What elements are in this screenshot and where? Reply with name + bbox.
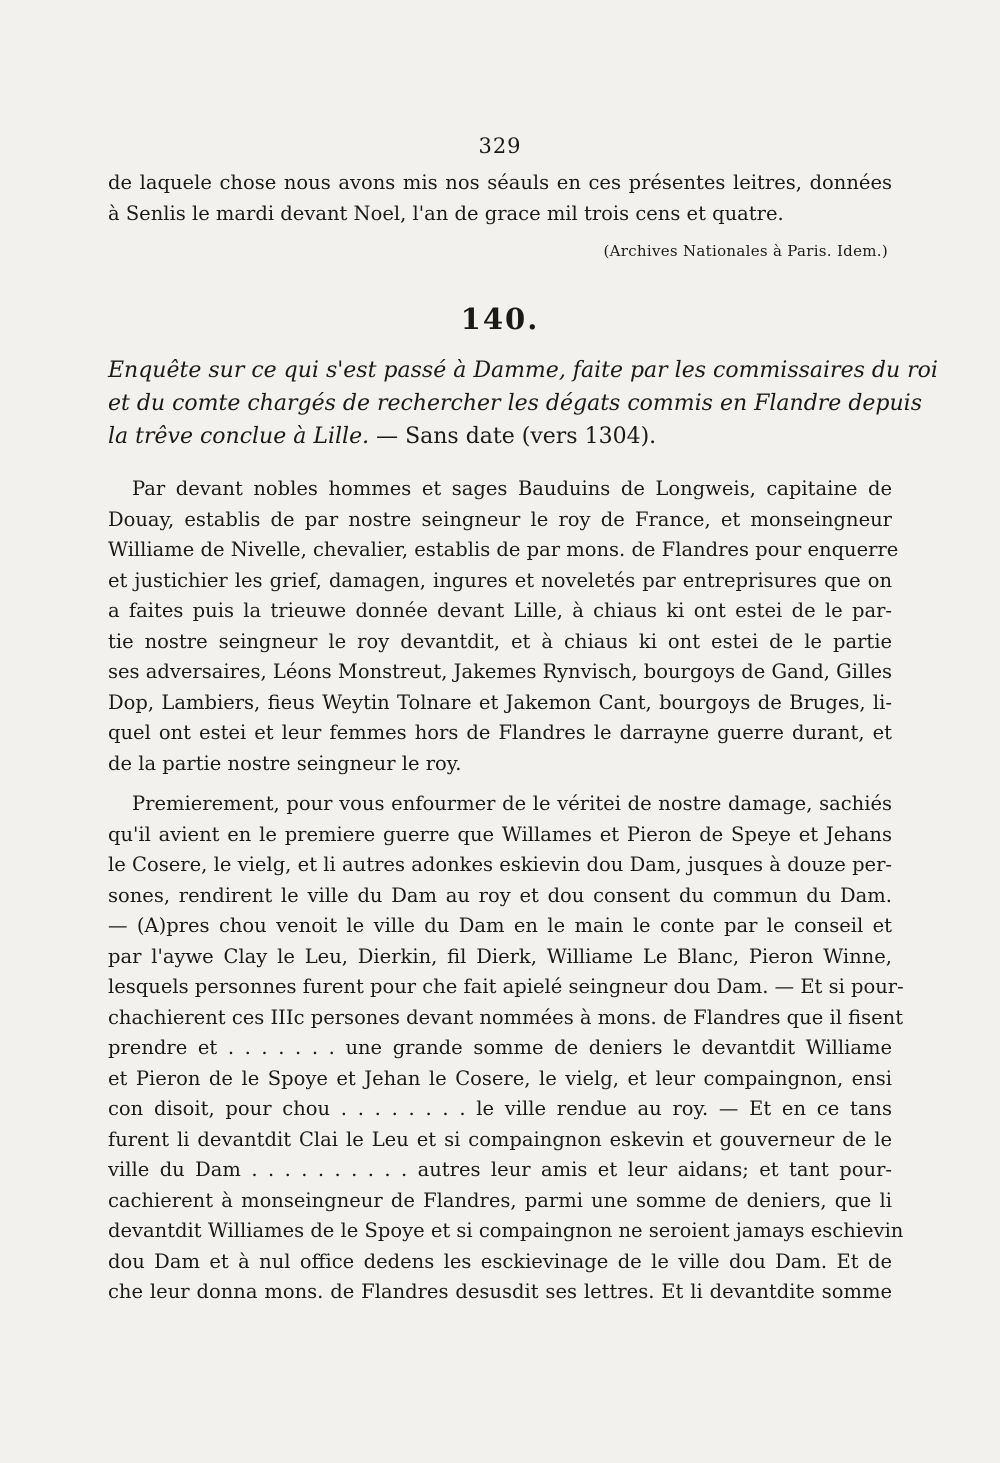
- text-line: Premierement, pour vous enfourmer de le véritei de nostre damage, sachiés: [132, 792, 892, 815]
- body-text: [108, 474, 904, 1308]
- page-number: 329: [478, 134, 522, 158]
- text-line: con disoit, pour chou . . . . . . . . le ville rendue au roy. — Et en ce tans: [108, 1097, 892, 1120]
- text-line: cachierent à monseingneur de Flandres, parmi une somme de deniers, que li: [108, 1188, 892, 1212]
- text-line: ses adversaires, Léons Monstreut, Jakemes Rynvisch, bourgoys de Gand, Gilles: [108, 660, 892, 683]
- text-line: devantdit Williames de le Spoye et si compaingnon ne seroient jamays eschievin: [108, 1219, 904, 1242]
- paragraph-1: [108, 474, 899, 779]
- heading-italic-part: la trêve conclue à Lille.: [108, 424, 370, 449]
- text-line: tie nostre seingneur le roy devantdit, et à chiaus ki ont estei de le partie: [108, 629, 892, 653]
- text-line: sones, rendirent le ville du Dam au roy et dou consent du commun du Dam.: [108, 883, 892, 907]
- text-line: dou Dam et à nul office dedens les esckievinage de le ville dou Dam. Et de: [108, 1249, 892, 1273]
- text-line: par l'aywe Clay le Leu, Dierkin, fil Dierk, Williame Le Blanc, Pieron Winne,: [108, 944, 892, 968]
- opening-text: [108, 168, 892, 229]
- text-line: de la partie nostre seingneur le roy.: [108, 751, 462, 775]
- text-line: qu'il avient en le premiere guerre que Willames et Pieron de Speye et Jehans: [108, 822, 892, 846]
- text-line: che leur donna mons. de Flandres desusdit ses lettres. Et li devantdite somme: [108, 1280, 892, 1303]
- text-line: à Senlis le mardi devant Noel, l'an de grace mil trois cens et quatre.: [108, 201, 784, 225]
- text-line: le Cosere, le vielg, et li autres adonkes eskievin dou Dam, jusques à douze per-: [108, 853, 892, 876]
- text-line: Williame de Nivelle, chevalier, establis de par mons. de Flandres pour enquerre: [108, 538, 899, 561]
- text-line: — (A)pres chou venoit le ville du Dam en le main le conte par le conseil et: [108, 914, 892, 937]
- text-line: de laquele chose nous avons mis nos séauls en ces présentes leitres, données: [108, 171, 892, 194]
- paragraph-2: [108, 789, 904, 1308]
- document-heading: [108, 354, 938, 453]
- text-line: Par devant nobles hommes et sages Bauduins de Longweis, capitaine de: [132, 477, 892, 500]
- document-number: 140.: [460, 302, 540, 336]
- text-line: chachierent ces IIIc persones devant nommées à mons. de Flandres que il fisent: [108, 1005, 904, 1029]
- text-line: et justichier les grief, damagen, ingures et noveletés par entreprisures que on: [108, 568, 892, 592]
- heading-line: [108, 420, 892, 453]
- text-line: Dop, Lambiers, fieus Weytin Tolnare et Jakemon Cant, bourgoys de Bruges, li-: [108, 690, 892, 714]
- source-citation: (Archives Nationales à Paris. Idem.): [603, 242, 888, 260]
- text-line: prendre et . . . . . . . une grande somme de deniers le devantdit Williame: [108, 1036, 892, 1059]
- text-line: lesquels personnes furent pour che fait apielé seingneur dou Dam. — Et si pour-: [108, 975, 904, 998]
- text-line: et Pieron de le Spoye et Jehan le Cosere, le vielg, et leur compaingnon, ensi: [108, 1066, 892, 1090]
- text-line: a faites puis la trieuwe donnée devant Lille, à chiaus ki ont estei de le par-: [108, 599, 892, 622]
- heading-line: et du comte chargés de rechercher les dégats commis en Flandre depuis: [108, 391, 922, 416]
- heading-line: Enquête sur ce qui s'est passé à Damme, faite par les commissaires du roi: [108, 358, 938, 383]
- text-line: Douay, establis de par nostre seingneur le roy de France, et monseingneur: [108, 507, 892, 531]
- text-line: quel ont estei et leur femmes hors de Flandres le darrayne guerre durant, et: [108, 721, 892, 744]
- heading-date: — Sans date (vers 1304).: [369, 424, 657, 449]
- text-line: ville du Dam . . . . . . . . . . autres leur amis et leur aidans; et tant pour-: [108, 1158, 892, 1181]
- text-line: furent li devantdit Clai le Leu et si compaingnon eskevin et gouverneur de le: [108, 1127, 892, 1151]
